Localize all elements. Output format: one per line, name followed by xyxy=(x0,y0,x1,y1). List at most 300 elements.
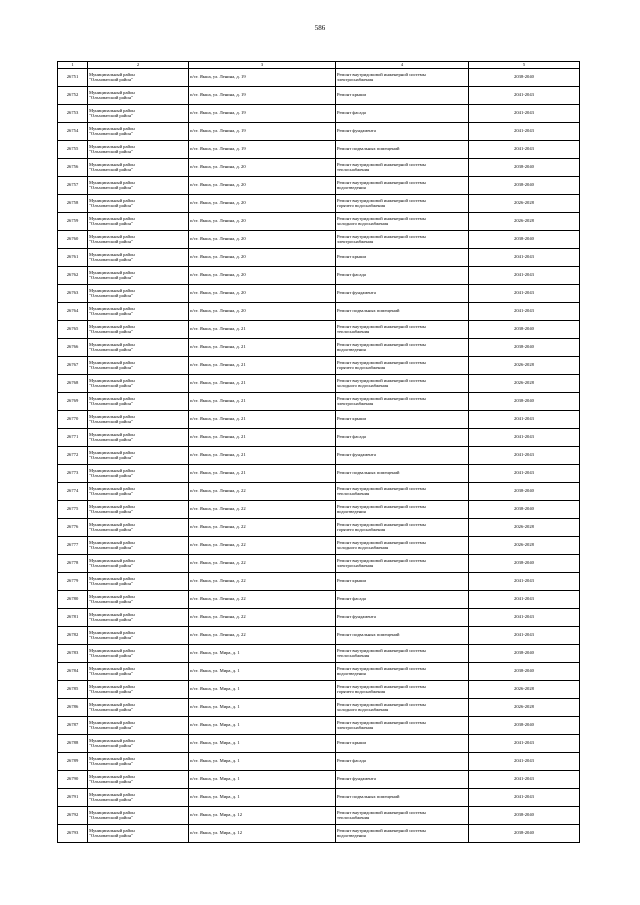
municipality-cell xyxy=(88,392,189,410)
address-cell: п/ст. Якша, ул. Ленина, д. 20 xyxy=(189,212,336,230)
table-row xyxy=(58,212,580,230)
work-type-line-1: Ремонт внутридомовой инженерной системы xyxy=(337,197,426,203)
address-cell: п/ст. Якша, ул. Ленина, д. 21 xyxy=(189,356,336,374)
table-row xyxy=(58,698,580,716)
work-type-line-1: Ремонт внутридомовой инженерной системы xyxy=(337,809,426,815)
address-cell: п/ст. Якша, ул. Мира, д. 1 xyxy=(189,734,336,752)
municipality-cell xyxy=(88,500,189,518)
municipality-name: "Ольховатский район" xyxy=(89,401,133,406)
address-cell: п/ст. Якша, ул. Ленина, д. 22 xyxy=(189,536,336,554)
municipality-type: Муниципальный район xyxy=(89,773,135,779)
municipality-cell xyxy=(88,806,189,824)
municipality-name: "Ольховатский район" xyxy=(89,455,133,460)
work-type-cell xyxy=(336,158,469,176)
record-number: 26769 xyxy=(58,392,88,410)
municipality-name: "Ольховатский район" xyxy=(89,311,133,316)
municipality-cell xyxy=(88,788,189,806)
record-number: 26754 xyxy=(58,122,88,140)
municipality-name: "Ольховатский район" xyxy=(89,689,133,694)
period-cell: 2041-2043 xyxy=(469,248,580,266)
work-type-cell xyxy=(336,554,469,572)
work-type-cell xyxy=(336,518,469,536)
municipality-name: "Ольховатский район" xyxy=(89,383,133,388)
address-cell: п/ст. Якша, ул. Мира, д. 1 xyxy=(189,770,336,788)
work-type-cell xyxy=(336,752,469,770)
period-cell: 2041-2043 xyxy=(469,770,580,788)
period-cell: 2038-2040 xyxy=(469,554,580,572)
address-cell: п/ст. Якша, ул. Ленина, д. 22 xyxy=(189,626,336,644)
municipality-cell xyxy=(88,482,189,500)
work-type-cell xyxy=(336,500,469,518)
municipality-type: Муниципальный район xyxy=(89,557,135,563)
period-cell: 2026-2028 xyxy=(469,680,580,698)
municipality-name: "Ольховатский район" xyxy=(89,707,133,712)
work-type-cell xyxy=(336,230,469,248)
work-type-line-2: теплоснабжения xyxy=(337,653,370,658)
period-cell: 2041-2043 xyxy=(469,752,580,770)
address-cell: п/ст. Якша, ул. Ленина, д. 21 xyxy=(189,464,336,482)
work-type-line-1: Ремонт внутридомовой инженерной системы xyxy=(337,683,426,689)
municipality-type: Муниципальный район xyxy=(89,143,135,149)
municipality-name: "Ольховатский район" xyxy=(89,203,133,208)
table-row xyxy=(58,518,580,536)
table-row xyxy=(58,590,580,608)
work-type-cell xyxy=(336,572,469,590)
table-row xyxy=(58,194,580,212)
work-type-cell xyxy=(336,68,469,86)
work-type-line-1: Ремонт внутридомовой инженерной системы xyxy=(337,485,426,491)
municipality-type: Муниципальный район xyxy=(89,719,135,725)
work-type-line-1: Ремонт фасада xyxy=(337,596,366,602)
work-type-line-1: Ремонт крыши xyxy=(337,578,366,584)
address-cell: п/ст. Якша, ул. Ленина, д. 21 xyxy=(189,374,336,392)
work-type-line-1: Ремонт внутридомовой инженерной системы xyxy=(337,647,426,653)
municipality-name: "Ольховатский район" xyxy=(89,653,133,658)
municipality-type: Муниципальный район xyxy=(89,215,135,221)
work-type-cell xyxy=(336,536,469,554)
work-type-line-1: Ремонт внутридомовой инженерной системы xyxy=(337,395,426,401)
work-type-line-1: Ремонт внутридомовой инженерной системы xyxy=(337,179,426,185)
record-number: 26764 xyxy=(58,302,88,320)
page-number: 586 xyxy=(314,24,326,32)
work-type-line-2: горячего водоснабжения xyxy=(337,689,386,694)
repair-schedule-table xyxy=(57,61,580,843)
work-type-cell xyxy=(336,626,469,644)
column-header-4: 4 xyxy=(336,62,469,69)
period-cell: 2041-2043 xyxy=(469,284,580,302)
table-row xyxy=(58,248,580,266)
record-number: 26753 xyxy=(58,104,88,122)
municipality-type: Муниципальный район xyxy=(89,683,135,689)
table-row xyxy=(58,104,580,122)
record-number: 26768 xyxy=(58,374,88,392)
work-type-cell xyxy=(336,410,469,428)
work-type-cell xyxy=(336,788,469,806)
record-number: 26788 xyxy=(58,734,88,752)
municipality-cell xyxy=(88,104,189,122)
address-cell: п/ст. Якша, ул. Ленина, д. 21 xyxy=(189,446,336,464)
record-number: 26758 xyxy=(58,194,88,212)
record-number: 26793 xyxy=(58,824,88,842)
municipality-name: "Ольховатский район" xyxy=(89,797,133,802)
work-type-line-1: Ремонт подвальных помещений xyxy=(337,146,400,152)
record-number: 26751 xyxy=(58,68,88,86)
municipality-type: Муниципальный район xyxy=(89,305,135,311)
record-number: 26790 xyxy=(58,770,88,788)
work-type-cell xyxy=(336,194,469,212)
work-type-line-2: электроснабжения xyxy=(337,77,374,82)
table-row xyxy=(58,266,580,284)
period-cell: 2038-2040 xyxy=(469,806,580,824)
work-type-line-1: Ремонт внутридомовой инженерной системы xyxy=(337,701,426,707)
work-type-line-1: Ремонт внутридомовой инженерной системы xyxy=(337,323,426,329)
period-cell: 2038-2040 xyxy=(469,338,580,356)
column-header-2: 2 xyxy=(88,62,189,69)
work-type-line-1: Ремонт фундамента xyxy=(337,614,376,620)
municipality-cell xyxy=(88,518,189,536)
period-cell: 2041-2043 xyxy=(469,446,580,464)
work-type-cell xyxy=(336,302,469,320)
municipality-type: Муниципальный район xyxy=(89,503,135,509)
work-type-line-1: Ремонт фундамента xyxy=(337,290,376,296)
address-cell: п/ст. Якша, ул. Ленина, д. 20 xyxy=(189,266,336,284)
address-cell: п/ст. Якша, ул. Мира, д. 1 xyxy=(189,788,336,806)
work-type-cell xyxy=(336,392,469,410)
municipality-type: Муниципальный район xyxy=(89,233,135,239)
work-type-cell xyxy=(336,770,469,788)
municipality-cell xyxy=(88,734,189,752)
record-number: 26771 xyxy=(58,428,88,446)
record-number: 26762 xyxy=(58,266,88,284)
municipality-type: Муниципальный район xyxy=(89,161,135,167)
work-type-cell xyxy=(336,680,469,698)
municipality-type: Муниципальный район xyxy=(89,269,135,275)
work-type-line-1: Ремонт внутридомовой инженерной системы xyxy=(337,359,426,365)
period-cell: 2041-2043 xyxy=(469,428,580,446)
table-row xyxy=(58,554,580,572)
period-cell: 2038-2040 xyxy=(469,500,580,518)
work-type-line-2: электроснабжения xyxy=(337,725,374,730)
municipality-name: "Ольховатский район" xyxy=(89,329,133,334)
period-cell: 2038-2040 xyxy=(469,392,580,410)
period-cell: 2041-2043 xyxy=(469,140,580,158)
work-type-cell xyxy=(336,248,469,266)
record-number: 26772 xyxy=(58,446,88,464)
municipality-cell xyxy=(88,284,189,302)
municipality-type: Муниципальный район xyxy=(89,629,135,635)
work-type-cell xyxy=(336,176,469,194)
record-number: 26786 xyxy=(58,698,88,716)
work-type-line-1: Ремонт фундамента xyxy=(337,776,376,782)
work-type-line-1: Ремонт внутридомовой инженерной системы xyxy=(337,557,426,563)
municipality-cell xyxy=(88,698,189,716)
work-type-line-2: водоотведения xyxy=(337,185,366,190)
municipality-cell xyxy=(88,320,189,338)
table-row xyxy=(58,428,580,446)
record-number: 26759 xyxy=(58,212,88,230)
municipality-type: Муниципальный район xyxy=(89,395,135,401)
address-cell: п/ст. Якша, ул. Ленина, д. 19 xyxy=(189,86,336,104)
period-cell: 2041-2043 xyxy=(469,626,580,644)
table-row xyxy=(58,500,580,518)
record-number: 26774 xyxy=(58,482,88,500)
municipality-type: Муниципальный район xyxy=(89,737,135,743)
table-row xyxy=(58,716,580,734)
municipality-cell xyxy=(88,158,189,176)
work-type-line-1: Ремонт крыши xyxy=(337,92,366,98)
period-cell: 2026-2028 xyxy=(469,698,580,716)
work-type-cell xyxy=(336,140,469,158)
municipality-cell xyxy=(88,626,189,644)
work-type-cell xyxy=(336,824,469,842)
municipality-cell xyxy=(88,716,189,734)
period-cell: 2041-2043 xyxy=(469,302,580,320)
municipality-name: "Ольховатский район" xyxy=(89,545,133,550)
municipality-name: "Ольховатский район" xyxy=(89,617,133,622)
table-row xyxy=(58,356,580,374)
municipality-cell xyxy=(88,194,189,212)
address-cell: п/ст. Якша, ул. Ленина, д. 22 xyxy=(189,554,336,572)
work-type-line-1: Ремонт фасада xyxy=(337,434,366,440)
municipality-type: Муниципальный район xyxy=(89,197,135,203)
table-row xyxy=(58,68,580,86)
municipality-name: "Ольховатский район" xyxy=(89,473,133,478)
municipality-cell xyxy=(88,356,189,374)
table-row xyxy=(58,680,580,698)
record-number: 26787 xyxy=(58,716,88,734)
table-row xyxy=(58,734,580,752)
work-type-line-1: Ремонт подвальных помещений xyxy=(337,470,400,476)
period-cell: 2041-2043 xyxy=(469,734,580,752)
municipality-type: Муниципальный район xyxy=(89,647,135,653)
work-type-line-1: Ремонт фасада xyxy=(337,758,366,764)
municipality-type: Муниципальный район xyxy=(89,575,135,581)
table-row xyxy=(58,644,580,662)
table-row xyxy=(58,464,580,482)
record-number: 26777 xyxy=(58,536,88,554)
record-number: 26763 xyxy=(58,284,88,302)
work-type-line-1: Ремонт крыши xyxy=(337,254,366,260)
work-type-line-1: Ремонт фасада xyxy=(337,110,366,116)
municipality-cell xyxy=(88,446,189,464)
work-type-cell xyxy=(336,320,469,338)
municipality-type: Муниципальный район xyxy=(89,125,135,131)
table-row xyxy=(58,302,580,320)
address-cell: п/ст. Якша, ул. Ленина, д. 21 xyxy=(189,410,336,428)
municipality-cell xyxy=(88,122,189,140)
municipality-name: "Ольховатский район" xyxy=(89,437,133,442)
period-cell: 2026-2028 xyxy=(469,536,580,554)
address-cell: п/ст. Якша, ул. Ленина, д. 19 xyxy=(189,68,336,86)
address-cell: п/ст. Якша, ул. Ленина, д. 21 xyxy=(189,320,336,338)
municipality-type: Муниципальный район xyxy=(89,179,135,185)
municipality-cell xyxy=(88,374,189,392)
work-type-cell xyxy=(336,284,469,302)
address-cell: п/ст. Якша, ул. Ленина, д. 20 xyxy=(189,284,336,302)
work-type-line-1: Ремонт внутридомовой инженерной системы xyxy=(337,71,426,77)
municipality-name: "Ольховатский район" xyxy=(89,491,133,496)
work-type-line-2: горячего водоснабжения xyxy=(337,527,386,532)
table-row xyxy=(58,284,580,302)
record-number: 26757 xyxy=(58,176,88,194)
work-type-cell xyxy=(336,86,469,104)
work-type-cell xyxy=(336,122,469,140)
work-type-line-2: электроснабжения xyxy=(337,563,374,568)
work-type-line-2: водоотведения xyxy=(337,347,366,352)
municipality-cell xyxy=(88,590,189,608)
municipality-type: Муниципальный район xyxy=(89,431,135,437)
period-cell: 2041-2043 xyxy=(469,86,580,104)
municipality-cell xyxy=(88,230,189,248)
address-cell: п/ст. Якша, ул. Мира, д. 1 xyxy=(189,752,336,770)
municipality-cell xyxy=(88,464,189,482)
municipality-cell xyxy=(88,140,189,158)
table-row xyxy=(58,824,580,842)
record-number: 26760 xyxy=(58,230,88,248)
record-number: 26761 xyxy=(58,248,88,266)
address-cell: п/ст. Якша, ул. Ленина, д. 22 xyxy=(189,482,336,500)
municipality-type: Муниципальный район xyxy=(89,539,135,545)
table-row xyxy=(58,752,580,770)
period-cell: 2038-2040 xyxy=(469,320,580,338)
work-type-line-2: холодного водоснабжения xyxy=(337,383,389,388)
address-cell: п/ст. Якша, ул. Мира, д. 12 xyxy=(189,824,336,842)
period-cell: 2026-2028 xyxy=(469,194,580,212)
municipality-cell xyxy=(88,86,189,104)
municipality-name: "Ольховатский район" xyxy=(89,779,133,784)
municipality-name: "Ольховатский район" xyxy=(89,761,133,766)
table-row xyxy=(58,122,580,140)
municipality-name: "Ольховатский район" xyxy=(89,257,133,262)
municipality-name: "Ольховатский район" xyxy=(89,347,133,352)
municipality-name: "Ольховатский район" xyxy=(89,185,133,190)
municipality-type: Муниципальный район xyxy=(89,467,135,473)
record-number: 26782 xyxy=(58,626,88,644)
municipality-cell xyxy=(88,176,189,194)
municipality-type: Муниципальный район xyxy=(89,377,135,383)
work-type-line-1: Ремонт внутридомовой инженерной системы xyxy=(337,233,426,239)
work-type-cell xyxy=(336,212,469,230)
record-number: 26776 xyxy=(58,518,88,536)
municipality-name: "Ольховатский район" xyxy=(89,599,133,604)
address-cell: п/ст. Якша, ул. Ленина, д. 20 xyxy=(189,230,336,248)
municipality-cell xyxy=(88,536,189,554)
municipality-type: Муниципальный район xyxy=(89,323,135,329)
table-row xyxy=(58,770,580,788)
municipality-type: Муниципальный район xyxy=(89,89,135,95)
municipality-cell xyxy=(88,68,189,86)
work-type-line-1: Ремонт крыши xyxy=(337,740,366,746)
municipality-cell xyxy=(88,212,189,230)
work-type-cell xyxy=(336,374,469,392)
municipality-type: Муниципальный район xyxy=(89,755,135,761)
address-cell: п/ст. Якша, ул. Мира, д. 1 xyxy=(189,644,336,662)
address-cell: п/ст. Якша, ул. Ленина, д. 20 xyxy=(189,176,336,194)
municipality-type: Муниципальный район xyxy=(89,611,135,617)
work-type-line-2: электроснабжения xyxy=(337,401,374,406)
table-row xyxy=(58,392,580,410)
address-cell: п/ст. Якша, ул. Мира, д. 1 xyxy=(189,716,336,734)
period-cell: 2038-2040 xyxy=(469,824,580,842)
work-type-line-1: Ремонт внутридомовой инженерной системы xyxy=(337,521,426,527)
municipality-type: Муниципальный район xyxy=(89,251,135,257)
period-cell: 2038-2040 xyxy=(469,68,580,86)
municipality-cell xyxy=(88,248,189,266)
record-number: 26789 xyxy=(58,752,88,770)
table-row xyxy=(58,662,580,680)
address-cell: п/ст. Якша, ул. Ленина, д. 20 xyxy=(189,248,336,266)
municipality-type: Муниципальный район xyxy=(89,359,135,365)
period-cell: 2038-2040 xyxy=(469,176,580,194)
work-type-line-1: Ремонт подвальных помещений xyxy=(337,308,400,314)
municipality-cell xyxy=(88,680,189,698)
municipality-name: "Ольховатский район" xyxy=(89,275,133,280)
work-type-cell xyxy=(336,104,469,122)
column-header-1: 1 xyxy=(58,62,88,69)
address-cell: п/ст. Якша, ул. Ленина, д. 20 xyxy=(189,194,336,212)
address-cell: п/ст. Якша, ул. Ленина, д. 20 xyxy=(189,158,336,176)
period-cell: 2038-2040 xyxy=(469,662,580,680)
table-row xyxy=(58,572,580,590)
work-type-cell xyxy=(336,608,469,626)
municipality-type: Муниципальный район xyxy=(89,107,135,113)
municipality-type: Муниципальный район xyxy=(89,449,135,455)
address-cell: п/ст. Якша, ул. Ленина, д. 19 xyxy=(189,122,336,140)
address-cell: п/ст. Якша, ул. Мира, д. 1 xyxy=(189,662,336,680)
work-type-cell xyxy=(336,266,469,284)
work-type-line-1: Ремонт внутридомовой инженерной системы xyxy=(337,161,426,167)
municipality-type: Муниципальный район xyxy=(89,485,135,491)
work-type-line-1: Ремонт внутридомовой инженерной системы xyxy=(337,539,426,545)
record-number: 26755 xyxy=(58,140,88,158)
record-number: 26756 xyxy=(58,158,88,176)
work-type-line-2: холодного водоснабжения xyxy=(337,545,389,550)
address-cell: п/ст. Якша, ул. Ленина, д. 20 xyxy=(189,302,336,320)
record-number: 26783 xyxy=(58,644,88,662)
address-cell: п/ст. Якша, ул. Ленина, д. 21 xyxy=(189,338,336,356)
work-type-line-1: Ремонт подвальных помещений xyxy=(337,794,400,800)
municipality-cell xyxy=(88,554,189,572)
municipality-name: "Ольховатский район" xyxy=(89,365,133,370)
work-type-cell xyxy=(336,356,469,374)
table-row xyxy=(58,608,580,626)
municipality-type: Муниципальный район xyxy=(89,827,135,833)
municipality-name: "Ольховатский район" xyxy=(89,635,133,640)
period-cell: 2041-2043 xyxy=(469,464,580,482)
municipality-name: "Ольховатский район" xyxy=(89,527,133,532)
work-type-cell xyxy=(336,644,469,662)
municipality-name: "Ольховатский район" xyxy=(89,149,133,154)
work-type-line-2: холодного водоснабжения xyxy=(337,221,389,226)
municipality-type: Муниципальный район xyxy=(89,71,135,77)
address-cell: п/ст. Якша, ул. Ленина, д. 22 xyxy=(189,500,336,518)
record-number: 26781 xyxy=(58,608,88,626)
municipality-cell xyxy=(88,338,189,356)
work-type-line-1: Ремонт фундамента xyxy=(337,128,376,134)
address-cell: п/ст. Якша, ул. Ленина, д. 22 xyxy=(189,518,336,536)
table-row xyxy=(58,320,580,338)
municipality-name: "Ольховатский район" xyxy=(89,743,133,748)
record-number: 26792 xyxy=(58,806,88,824)
work-type-line-2: холодного водоснабжения xyxy=(337,707,389,712)
table-row xyxy=(58,140,580,158)
work-type-line-1: Ремонт внутридомовой инженерной системы xyxy=(337,719,426,725)
work-type-cell xyxy=(336,464,469,482)
municipality-type: Муниципальный район xyxy=(89,809,135,815)
municipality-cell xyxy=(88,662,189,680)
municipality-type: Муниципальный район xyxy=(89,413,135,419)
work-type-line-2: горячего водоснабжения xyxy=(337,365,386,370)
